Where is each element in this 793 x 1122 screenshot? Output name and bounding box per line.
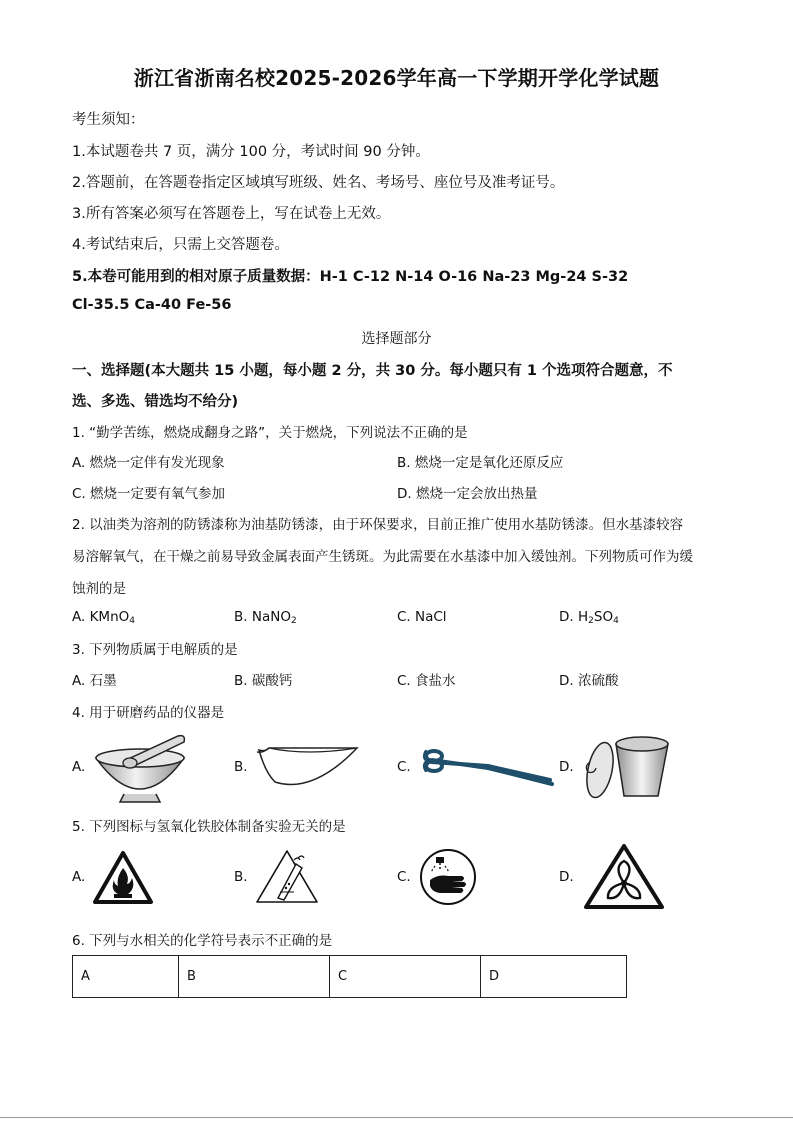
question-5-option-c[interactable]: C. [397, 869, 411, 885]
question-2-option-c[interactable] [397, 609, 447, 625]
mortar-and-pestle-icon [90, 728, 190, 806]
question-6-option-a[interactable]: A [73, 956, 179, 998]
ventilation-fan-icon [583, 843, 665, 911]
formula-text: SO [593, 609, 614, 625]
question-1-option-b[interactable]: B. 燃烧一定是氧化还原反应 [397, 455, 564, 471]
question-4-option-b[interactable]: B. [234, 759, 248, 775]
notice-item-1: 1.本试题卷共 7 页，满分 100 分，考试时间 90 分钟。 [72, 144, 430, 160]
formula-subscript: 2 [588, 616, 594, 626]
question-6-option-b[interactable]: B [179, 956, 330, 998]
notice-item-5-cont: Cl-35.5 Ca-40 Fe-56 [72, 297, 232, 313]
question-3-stem: 3. 下列物质属于电解质的是 [72, 642, 238, 658]
open-flame-warning-icon [92, 850, 154, 906]
formula-text: B. NaNO [234, 609, 291, 625]
question-4-option-a[interactable]: A. [72, 759, 86, 775]
formula-text: D. H [559, 609, 589, 625]
question-1-option-d[interactable]: D. 燃烧一定会放出热量 [397, 486, 538, 502]
question-4-option-c[interactable]: C. [397, 759, 411, 775]
notice-item-3: 3.所有答案必须写在答题卷上，写在试卷上无效。 [72, 206, 391, 222]
question-2-stem-line-3: 蚀剂的是 [72, 581, 126, 597]
evaporating-dish-icon [255, 742, 363, 792]
question-6-option-d[interactable]: D [481, 956, 627, 998]
formula-subscript: 2 [290, 616, 297, 626]
crucible-tongs-icon [418, 744, 558, 788]
section-instruction-1: 一、选择题(本大题共 15 小题，每小题 2 分，共 30 分。每小题只有 1 个选项符合题意，不 [72, 363, 673, 379]
question-2-option-b[interactable] [234, 609, 297, 626]
question-3-option-d[interactable]: D. 浓硫酸 [559, 673, 619, 689]
crucible-with-lid-icon [580, 730, 672, 802]
question-1-option-c[interactable]: C. 燃烧一定要有氧气参加 [72, 486, 226, 502]
question-5-option-a[interactable]: A. [72, 869, 86, 885]
question-3-option-b[interactable]: B. 碳酸钙 [234, 673, 293, 689]
question-5-option-b[interactable]: B. [234, 869, 248, 885]
page-bottom-divider [0, 1117, 793, 1118]
question-5-stem: 5. 下列图标与氢氧化铁胶体制备实验无关的是 [72, 819, 346, 835]
question-2-stem-line-2: 易溶解氧气，在干燥之前易导致金属表面产生锈斑。为此需要在水基漆中加入缓蚀剂。下列物质可作为缓 [72, 549, 693, 565]
hand-washing-icon [418, 848, 478, 906]
question-3-option-a[interactable]: A. 石墨 [72, 673, 117, 689]
question-2-stem-line-1: 2. 以油类为溶剂的防锈漆称为油基防锈漆，由于环保要求，目前正推广使用水基防锈漆。但水基漆较容 [72, 517, 684, 533]
question-2-option-d[interactable] [559, 609, 619, 626]
question-6-option-c[interactable]: C [330, 956, 481, 998]
notice-item-5: 5.本卷可能用到的相对原子质量数据：H-1 C-12 N-14 O-16 Na-23 Mg-24 S-32 [72, 269, 629, 285]
question-6-options-table [72, 955, 627, 998]
exam-title: 浙江省浙南名校2025-2026学年高一下学期开学化学试题 [133, 66, 660, 90]
hot-surface-warning-icon [254, 848, 320, 906]
section-instruction-2: 选、多选、错选均不给分) [72, 394, 239, 410]
formula-text: C. NaCl [397, 609, 447, 625]
formula-subscript: 4 [129, 616, 135, 626]
formula-text: A. KMnO [72, 609, 130, 625]
question-1-stem: 1. “勤学苦练，燃烧成翻身之路”，关于燃烧，下列说法不正确的是 [72, 425, 468, 441]
notice-item-2: 2.答题前，在答题卷指定区域填写班级、姓名、考场号、座位号及准考证号。 [72, 175, 565, 191]
question-1-option-a[interactable]: A. 燃烧一定伴有发光现象 [72, 455, 225, 471]
notice-heading: 考生须知： [72, 112, 145, 128]
question-2-option-a[interactable] [72, 609, 135, 626]
question-3-option-c[interactable]: C. 食盐水 [397, 673, 456, 689]
question-4-option-d[interactable]: D. [559, 759, 574, 775]
question-5-option-d[interactable]: D. [559, 869, 574, 885]
formula-subscript: 4 [613, 616, 619, 626]
notice-item-4: 4.考试结束后，只需上交答题卷。 [72, 237, 289, 253]
question-4-stem: 4. 用于研磨药品的仪器是 [72, 705, 225, 721]
question-6-stem: 6. 下列与水相关的化学符号表示不正确的是 [72, 933, 333, 949]
section-name: 选择题部分 [361, 331, 432, 347]
